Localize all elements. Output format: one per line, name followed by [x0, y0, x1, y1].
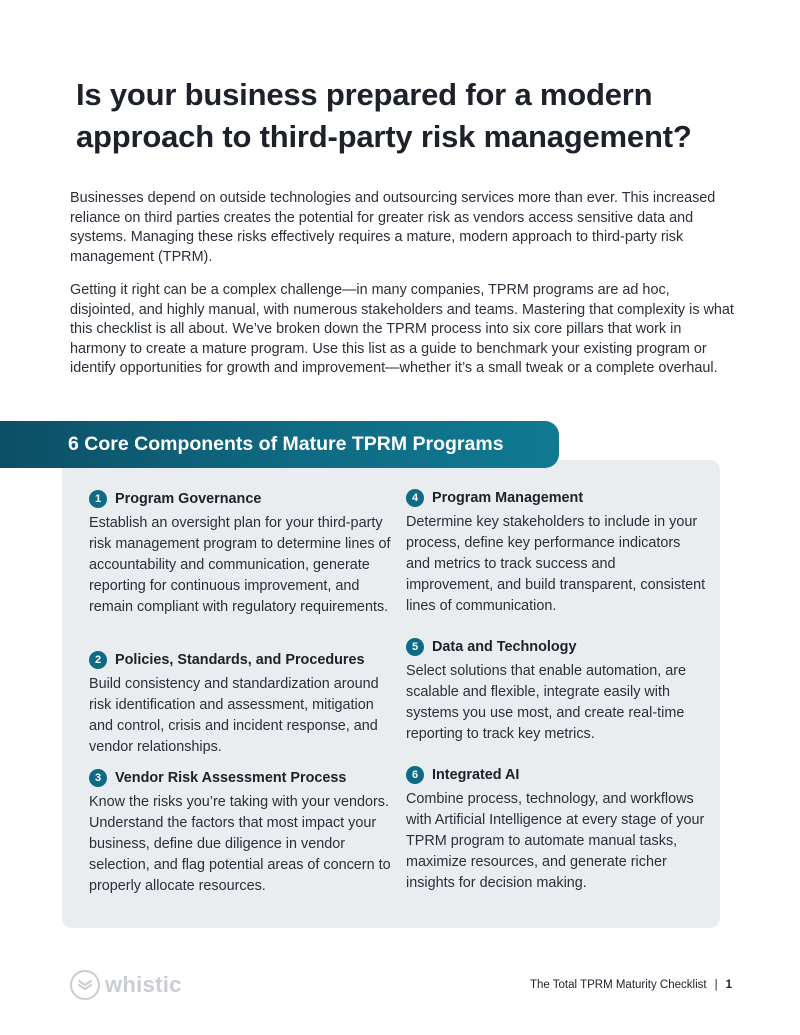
component-description: Select solutions that enable automation, are scalable and flexible, integrate easily with systems you use most, and create real-time reporting to track key metrics.: [406, 663, 686, 742]
logo-wordmark: whistic: [105, 972, 182, 997]
component-vendor-risk-assessment: [89, 768, 399, 897]
component-title: Vendor Risk Assessment Process: [115, 770, 347, 786]
section-heading-band: [0, 421, 559, 468]
component-description: Know the risks you’re taking with your vendors. Understand the factors that most impact your business, define due diligence in vendor selection, and flag potential areas of concern to properly allocate resources.: [89, 794, 391, 894]
component-title: Policies, Standards, and Procedures: [115, 652, 365, 668]
page-footer: [530, 979, 732, 991]
number-badge: 3: [89, 769, 107, 787]
section-heading: 6 Core Components of Mature TPRM Programs: [68, 433, 504, 455]
component-program-governance: [89, 489, 399, 618]
number-badge: 1: [89, 490, 107, 508]
component-description: Determine key stakeholders to include in your process, define key performance indicators and metrics to track success and improvement, and build transparent, consistent lines of communication.: [406, 514, 706, 614]
component-data-and-technology: [406, 637, 706, 745]
page-title: Is your business prepared for a modern approach to third-party risk management?: [76, 77, 692, 154]
component-title: Data and Technology: [432, 639, 577, 655]
component-description: Build consistency and standardization around risk identification and assessment, mitigation and control, crisis and incident response, and vendor relationships.: [89, 676, 379, 755]
whistic-logo: [70, 970, 182, 1000]
intro-paragraph: Getting it right can be a complex challenge—in many companies, TPRM programs are ad hoc, disjointed, and highly manual, with numerous stakeholders and teams. Mastering that complexity is what this checklist is all about. We’ve broken down the TPRM process into six core pillars that work in harmony to create a mature program. Use this list as a guide to benchmark your existing program or identify opportunities for growth and improvement—whether it’s a small tweak or a complete overhaul.: [70, 282, 734, 376]
component-title: Program Governance: [115, 491, 262, 507]
component-program-management: [406, 488, 706, 617]
number-badge: 6: [406, 766, 424, 784]
footer-document-title: The Total TPRM Maturity Checklist: [529, 979, 707, 991]
component-title: Integrated AI: [432, 767, 520, 783]
number-badge: 5: [406, 638, 424, 656]
component-description: Establish an oversight plan for your third-party risk management program to determine lines of accountability and communication, generate reporting for continuous improvement, and remain compliant with regulatory requirements.: [89, 515, 391, 615]
number-badge: 4: [406, 489, 424, 507]
number-badge: 2: [89, 651, 107, 669]
component-policies-standards-procedures: [89, 650, 399, 758]
component-description: Combine process, technology, and workflows with Artificial Intelligence at every stage of your TPRM program to automate manual tasks, maximize resources, and generate richer insights for decision making.: [406, 791, 705, 891]
page-number: 1: [725, 979, 732, 991]
component-title: Program Management: [432, 490, 584, 506]
intro-text: [70, 189, 734, 393]
intro-paragraph: Businesses depend on outside technologies and outsourcing services more than ever. This increased reliance on third parties creates the potential for greater risk as vendors access sensitive data and systems. Managing these risks effectively requires a mature, modern approach to third-party risk management (TPRM).: [70, 190, 716, 265]
component-integrated-ai: [406, 765, 706, 894]
whistic-logo-icon: [70, 970, 100, 1000]
footer-separator: |: [714, 979, 718, 991]
